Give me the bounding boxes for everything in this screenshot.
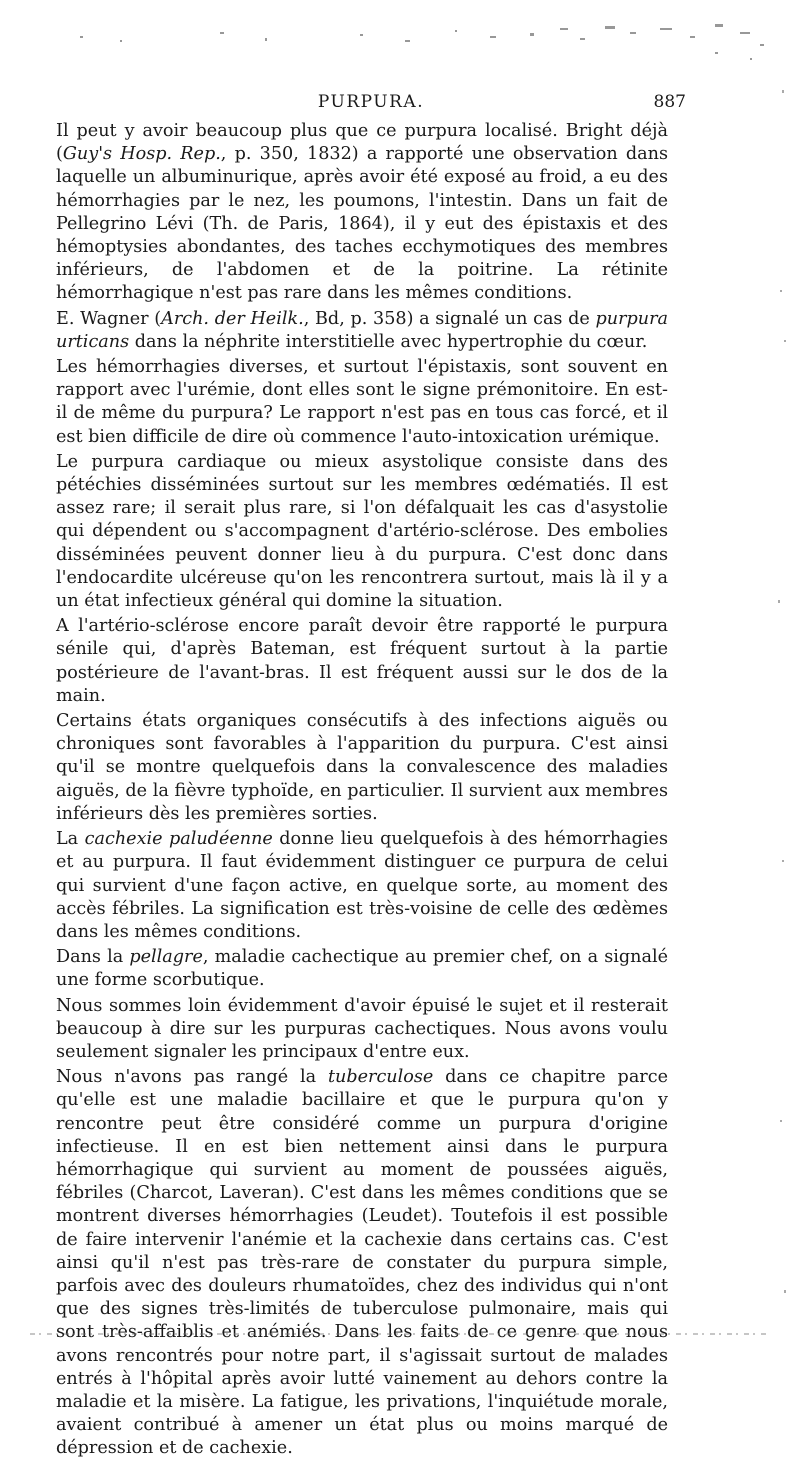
- text-run: Les hémorrhagies diverses, et surtout l'épistaxis, sont souvent en rapport avec l'urémie, dont elles sont le signe prémonitoire. En est-il de même du purpura? Le rapport n'est pas en tous cas forcé, et il est bien difficile de dire où commence l'auto-intoxication urémique.: [56, 357, 668, 447]
- paragraph: [56, 828, 668, 944]
- text-run: dans la néphrite interstitielle avec hypertrophie du cœur.: [129, 331, 648, 352]
- text-run: dans ce chapitre parce qu'elle est une maladie bacillaire et que le purpura qu'on y rencontre peut être considéré comme un purpura d'origine infectieuse. Il en est bien nettement ainsi dans le purpura hémorrhagique qui survient au moment de poussées aiguës, fébriles (Charcot, Laveran). C'est dans les mêmes conditions que se montrent diverses hémorrhagies (Leudet). Toutefois il est possible de faire intervenir l'anémie et la cachexie dans certains cas. C'est ainsi qu'il n'est pas très-rare de constater du purpura simple, parfois avec des douleurs rhumatoïdes, chez des individus qui n'ont que des signes très-limités de tuberculose pulmonaire, mais qui sont très-affaiblis et anémiés. Dans les faits de ce genre que nous avons rencontrés pour notre part, il s'agissait surtout de malades entrés à l'hôpital après avoir lutté vainement au dehors contre la maladie et la misère. La fatigue, les privations, l'inquiétude morale, avaient contribué à amener un état plus ou moins marqué de dépression et de cachexie.: [56, 1067, 668, 1459]
- italic-text: purpura urticans: [56, 308, 668, 352]
- text-run: Nous sommes loin évidemment d'avoir épuisé le sujet et il resterait beaucoup à dire sur les purpuras cachectiques. Nous avons voulu seulement signaler les principaux d'entre eux.: [56, 995, 668, 1062]
- running-header: [56, 88, 686, 118]
- text-run: Nous n'avons pas rangé la: [56, 1067, 328, 1088]
- text-run: E. Wagner (: [56, 308, 162, 329]
- scan-noise-margin: [762, 80, 792, 1340]
- italic-text: cachexie paludéenne: [84, 829, 273, 850]
- text-run: Le purpura cardiaque ou mieux asystolique consiste dans des pétéchies disséminées surtout sur les membres œdématiés. Il est assez rare; il serait plus rare, si l'on défalquait les cas d'asystolie qui dépendent ou s'accompagnent d'artério-sclérose. Des embolies disséminées peuvent donner lieu à du purpura. C'est donc dans l'endocardite ulcéreuse qu'on les rencontrera surtout, mais là il y a un état infectieux général qui domine la situation.: [56, 451, 668, 612]
- paragraph: [56, 120, 668, 306]
- italic-text: pellagre: [129, 947, 203, 968]
- italic-text: tuberculose: [327, 1067, 434, 1088]
- text-run: , p. 350, 1832) a rapporté une observation dans laquelle un albuminurique, après avoir été exposé au froid, a eu des hémorrhagies par le nez, les poumons, l'intestin. Dans un fait de Pellegrino Lévi (Th. de Paris, 1864), il y eut des épistaxis et des hémoptysies abondantes, des taches ecchymotiques des membres inférieurs, de l'abdomen et de la poitrine. La rétinite hémorrhagique n'est pas rare dans les mêmes conditions.: [56, 144, 668, 304]
- text-run: , maladie cachectique au premier chef, on a signalé une forme scorbutique.: [56, 947, 668, 991]
- paragraph: [56, 308, 668, 354]
- paragraph: [56, 1066, 668, 1460]
- italic-text: Arch. der Heilk.: [161, 308, 304, 329]
- paragraph: [56, 995, 668, 1065]
- body-text: [56, 120, 668, 1463]
- scan-noise-top: [60, 18, 780, 73]
- text-run: Dans la: [56, 947, 130, 968]
- paragraph: [56, 356, 668, 449]
- scan-noise-bottom: [30, 1330, 770, 1340]
- italic-text: Guy's Hosp. Rep.: [62, 144, 221, 165]
- paragraph: [56, 451, 668, 613]
- text-run: A l'artério-sclérose encore paraît devoir être rapporté le purpura sénile qui, d'après Bateman, est fréquent surtout à la partie postérieure de l'avant-bras. Il est fréquent aussi sur le dos de la main.: [56, 616, 668, 706]
- paragraph: [56, 710, 668, 826]
- text-run: , Bd, p. 358) a signalé un cas de: [303, 308, 596, 329]
- text-run: Il peut y avoir beaucoup plus que ce purpura localisé. Bright déjà (: [56, 121, 668, 165]
- running-title: PURPURA.: [317, 92, 425, 112]
- text-run: La: [56, 829, 85, 850]
- paragraph: [56, 946, 668, 992]
- text-run: donne lieu quelquefois à des hémorrhagies et au purpura. Il faut évidemment distinguer ce purpura de celui qui survient d'une façon active, en quelque sorte, au moment des accès fébriles. La signification est très-voisine de celle des œdèmes dans les mêmes conditions.: [56, 829, 669, 942]
- text-run: Certains états organiques consécutifs à des infections aiguës ou chroniques sont favorables à l'apparition du purpura. C'est ainsi qu'il se montre quelquefois dans la convalescence des maladies aiguës, de la fièvre typhoïde, en particulier. Il survient aux membres inférieurs dès les premières sorties.: [56, 711, 668, 824]
- page-number: 887: [653, 92, 686, 112]
- paragraph: [56, 615, 668, 708]
